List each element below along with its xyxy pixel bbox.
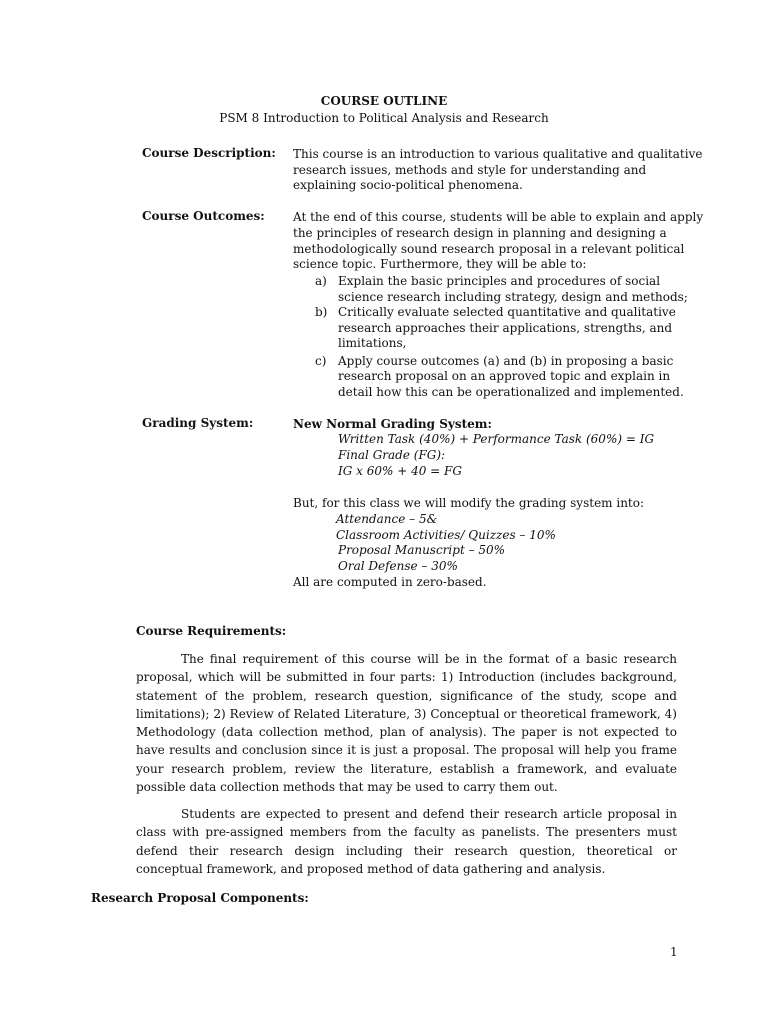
outcome-item-line: Explain the basic principles and procedures of social: [338, 274, 661, 288]
course-description-label: Course Description:: [142, 146, 276, 160]
outcomes-intro-line: the principles of research design in planning and designing a: [293, 226, 667, 240]
grading-system-label: Grading System:: [142, 416, 254, 430]
outcome-marker: c): [315, 354, 327, 368]
course-requirements-heading: Course Requirements:: [136, 624, 287, 638]
grading-formula-line: Final Grade (FG):: [338, 448, 446, 462]
outcomes-intro-line: methodologically sound research proposal in a relevant political: [293, 242, 685, 256]
research-proposal-components-heading: Research Proposal Components:: [91, 891, 309, 905]
course-subtitle: PSM 8 Introduction to Political Analysis and Research: [219, 111, 549, 125]
outcome-item-line: research approaches their applications, strengths, and: [338, 321, 673, 335]
grading-item: Oral Defense – 30%: [338, 559, 458, 573]
grading-note: All are computed in zero-based.: [293, 575, 487, 589]
outcome-marker: b): [315, 305, 328, 319]
page-number: 1: [670, 945, 678, 959]
grading-item: Classroom Activities/ Quizzes – 10%: [336, 528, 556, 542]
grading-heading: New Normal Grading System:: [293, 417, 492, 431]
document-title: COURSE OUTLINE: [320, 94, 448, 108]
grading-item: Attendance – 5&: [336, 512, 438, 526]
description-line: research issues, methods and style for understanding and: [293, 163, 647, 177]
description-line: This course is an introduction to various qualitative and qualitative: [293, 147, 703, 161]
outcome-item-line: Critically evaluate selected quantitative and qualitative: [338, 305, 676, 319]
requirements-paragraph: The final requirement of this course will be in the format of a basic research proposal, which will be submitted in four parts: 1) Introduction (includes background, statement of the problem, research question, significance of the study, scope and limitations); 2) Review of Related Literature, 3) Conceptual or theoretical framework, 4) Methodology (data collection method, plan of analysis). The paper is not expected to have results and conclusion since it is just a proposal. The proposal will help you frame your research problem, review the literature, establish a framework, and evaluate possible data collection methods that may be used to carry them out.: [136, 652, 677, 795]
requirements-paragraph: Students are expected to present and defend their research article proposal in class with pre-assigned members from the faculty as panelists. The presenters must defend their research design including their research question, theoretical or conceptual framework, and proposed method of data gathering and analysis.: [136, 807, 677, 876]
outcome-item-line: detail how this can be operationalized and implemented.: [338, 385, 684, 399]
outcome-marker: a): [315, 274, 327, 288]
outcomes-intro-line: At the end of this course, students will be able to explain and apply: [293, 210, 704, 224]
requirements-paragraph-block: [136, 805, 677, 878]
grading-modify-text: But, for this class we will modify the grading system into:: [293, 496, 645, 510]
grading-formula-line: Written Task (40%) + Performance Task (60%) = IG: [338, 432, 655, 446]
description-line: explaining socio-political phenomena.: [293, 178, 523, 192]
outcome-item-line: limitations,: [338, 336, 407, 350]
grading-formula-line: IG x 60% + 40 = FG: [338, 464, 462, 478]
outcomes-intro-line: science topic. Furthermore, they will be able to:: [293, 257, 587, 271]
outcome-item-line: Apply course outcomes (a) and (b) in proposing a basic: [338, 354, 674, 368]
requirements-paragraph-block: [136, 650, 677, 796]
course-outcomes-label: Course Outcomes:: [142, 209, 265, 223]
grading-item: Proposal Manuscript – 50%: [338, 543, 506, 557]
outcome-item-line: science research including strategy, design and methods;: [338, 290, 688, 304]
outcome-item-line: research proposal on an approved topic and explain in: [338, 369, 671, 383]
